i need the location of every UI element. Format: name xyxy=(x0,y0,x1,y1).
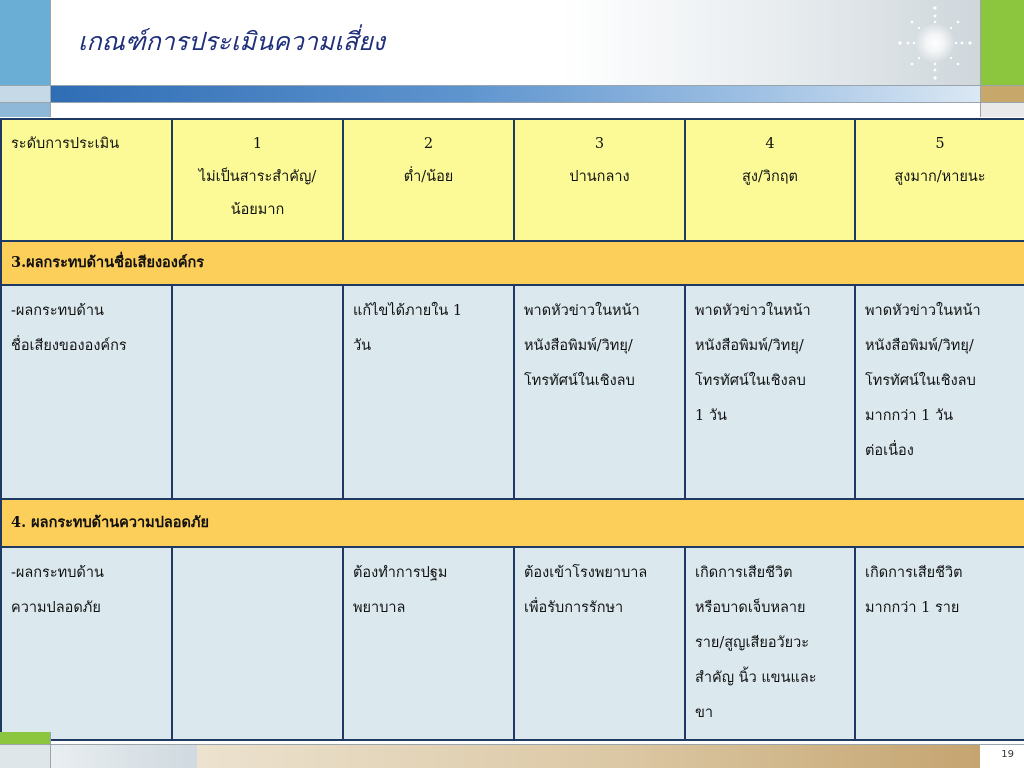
footer-bar xyxy=(197,745,980,768)
title-gradient-bar xyxy=(51,86,980,102)
criteria-cell-level-1 xyxy=(172,547,343,740)
criteria-text: สำคัญ นิ้ว แขนและ xyxy=(695,670,817,686)
section-row-reputation xyxy=(1,241,1024,285)
section-title: 4. ผลกระทบด้านความปลอดภัย xyxy=(1,499,1024,547)
footer-accent xyxy=(0,745,50,768)
level-name: ปานกลาง xyxy=(569,169,630,185)
criteria-text: วัน xyxy=(353,338,372,354)
criteria-text: ต่อเนื่อง xyxy=(865,443,914,459)
header-cell-level-3 xyxy=(514,119,685,241)
criteria-text: มากกว่า 1 ราย xyxy=(865,600,960,616)
sparkle-icon xyxy=(890,2,980,84)
header-cell-level-4 xyxy=(685,119,855,241)
page-number: 19 xyxy=(1001,749,1014,760)
level-name: สูง/วิกฤต xyxy=(742,169,798,185)
section-row-safety xyxy=(1,499,1024,547)
frame-left-strip xyxy=(0,86,50,102)
criteria-text: ราย/สูญเสียอวัยวะ xyxy=(695,635,810,651)
criteria-cell-level-5 xyxy=(855,547,1024,740)
criteria-cell-level-4 xyxy=(685,547,855,740)
criteria-text: เกิดการเสียชีวิต xyxy=(695,565,793,581)
row-label-cell xyxy=(1,285,172,499)
frame-right-accent xyxy=(981,0,1024,85)
criteria-cell-level-1 xyxy=(172,285,343,499)
header-cell-label xyxy=(1,119,172,241)
risk-criteria-table xyxy=(0,118,1024,741)
level-name: ต่ำ/น้อย xyxy=(403,169,454,185)
row-label-cell xyxy=(1,547,172,740)
header-cell-level-1 xyxy=(172,119,343,241)
criteria-text: โทรทัศน์ในเชิงลบ xyxy=(524,373,635,389)
table-header-row xyxy=(1,119,1024,241)
footer-accent xyxy=(0,732,50,744)
criteria-cell-level-4 xyxy=(685,285,855,499)
level-number: 4 xyxy=(765,136,775,152)
level-number: 1 xyxy=(252,136,263,152)
criteria-text: หนังสือพิมพ์/วิทยุ/ xyxy=(524,338,633,354)
frame-right-accent xyxy=(981,103,1024,117)
divider xyxy=(980,0,981,117)
criteria-text: โทรทัศน์ในเชิงลบ xyxy=(865,373,976,389)
header-label: ระดับการประเมิน xyxy=(11,136,120,152)
criteria-text: พยาบาล xyxy=(353,600,406,616)
header-cell-level-5 xyxy=(855,119,1024,241)
criteria-cell-level-2 xyxy=(343,547,514,740)
criteria-text: แก้ไขได้ภายใน 1 xyxy=(353,303,463,319)
criteria-text: เพื่อรับการรักษา xyxy=(524,600,624,616)
row-label: -ผลกระทบด้าน xyxy=(11,565,104,581)
criteria-text: เกิดการเสียชีวิต xyxy=(865,565,963,581)
criteria-text: ขา xyxy=(695,705,714,721)
criteria-cell-level-2 xyxy=(343,285,514,499)
criteria-text: โทรทัศน์ในเชิงลบ xyxy=(695,373,806,389)
level-name: ไม่เป็นสาระสำคัญ/ xyxy=(198,169,317,185)
frame-right-accent xyxy=(981,86,1024,102)
divider xyxy=(0,102,1024,103)
level-name: น้อยมาก xyxy=(230,202,285,218)
criteria-text: พาดหัวข่าวในหน้า xyxy=(865,303,981,319)
level-name: สูงมาก/หายนะ xyxy=(894,169,986,185)
row-label: -ผลกระทบด้าน xyxy=(11,303,104,319)
criteria-text: ต้องทำการปฐม xyxy=(353,565,448,581)
criteria-text: 1 วัน xyxy=(695,408,727,424)
section-title: 3.ผลกระทบด้านชื่อเสียงองค์กร xyxy=(1,241,1024,285)
row-label: ชื่อเสียงขององค์กร xyxy=(11,338,127,354)
criteria-text: พาดหัวข่าวในหน้า xyxy=(524,303,640,319)
level-number: 2 xyxy=(423,136,434,152)
criteria-text: ต้องเข้าโรงพยาบาล xyxy=(524,565,648,581)
frame-left-strip xyxy=(0,103,50,117)
row-label: ความปลอดภัย xyxy=(11,600,101,616)
criteria-text: หรือบาดเจ็บหลาย xyxy=(695,600,806,616)
criteria-cell-level-3 xyxy=(514,547,685,740)
frame-left-strip xyxy=(0,0,50,85)
level-number: 3 xyxy=(594,136,605,152)
level-number: 5 xyxy=(935,136,945,152)
criteria-text: หนังสือพิมพ์/วิทยุ/ xyxy=(695,338,804,354)
table-row xyxy=(1,547,1024,740)
criteria-text: มากกว่า 1 วัน xyxy=(865,408,954,424)
footer-bar xyxy=(51,745,197,768)
criteria-text: หนังสือพิมพ์/วิทยุ/ xyxy=(865,338,974,354)
criteria-cell-level-3 xyxy=(514,285,685,499)
slide-title: เกณฑ์การประเมินความเสี่ยง xyxy=(78,27,386,56)
table-row xyxy=(1,285,1024,499)
criteria-cell-level-5 xyxy=(855,285,1024,499)
header-cell-level-2 xyxy=(343,119,514,241)
criteria-text: พาดหัวข่าวในหน้า xyxy=(695,303,811,319)
